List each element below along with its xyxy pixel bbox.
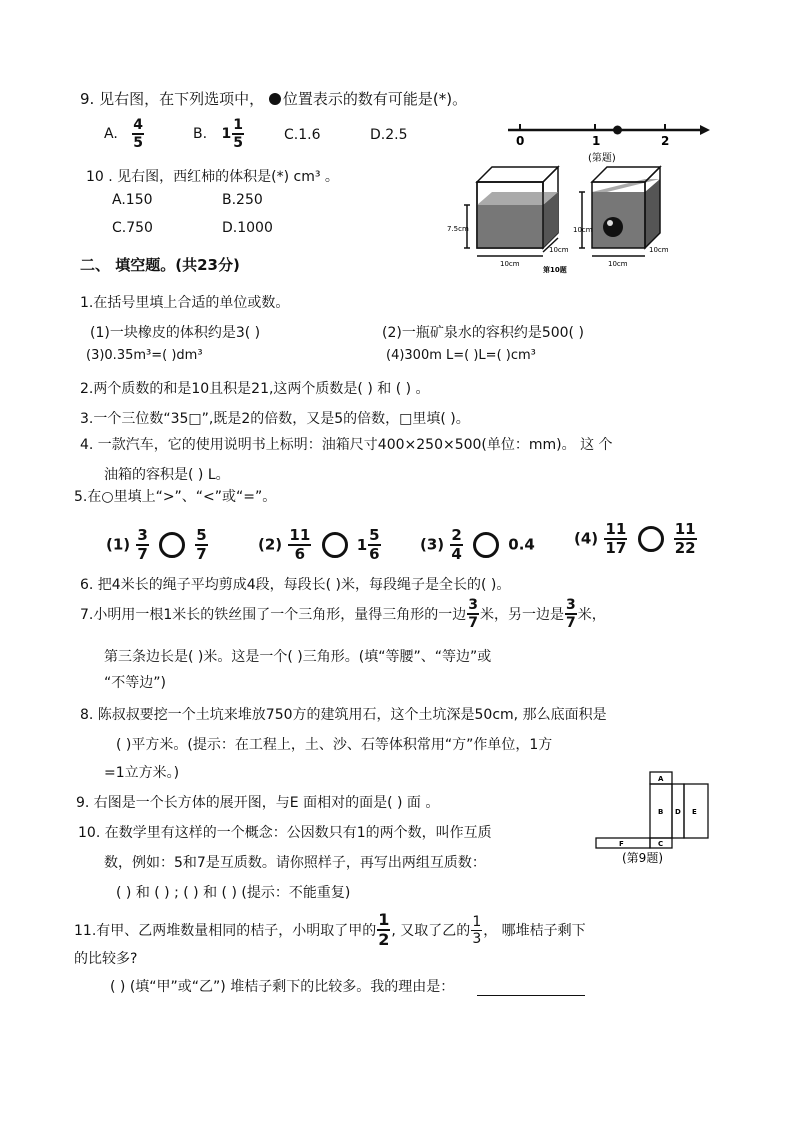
fraction: $\frac{11}{6}$ (289, 526, 311, 563)
svg-text:B: B (658, 808, 664, 816)
compare-circle[interactable] (159, 532, 185, 558)
cube-left (464, 167, 558, 256)
left-height-label: 7.5cm (447, 225, 469, 233)
f11-line2: 的比较多? (74, 951, 138, 967)
f2-question: 2.两个质数的和是10且积是21,这两个质数是( ) 和 ( ) 。 (80, 381, 430, 397)
fraction: $\frac{3}{7}$ (468, 597, 479, 631)
fraction: $\frac{1}{2}$ (378, 910, 390, 949)
cube-right (579, 167, 660, 256)
number-line-caption: (第题) (588, 153, 616, 164)
f8-line1: 8. 陈叔叔要挖一个土坑来堆放750方的建筑用石，这个土坑深是50cm, 那么底面积是 (80, 707, 607, 723)
number-line-point (613, 126, 622, 135)
q9-option-b: B. 1 $\frac{1}{5}$ (193, 117, 244, 151)
f7-line3: “不等边”) (104, 675, 166, 691)
f1-part2: (2)一瓶矿泉水的容积约是500( ) (382, 325, 584, 341)
tick-label-0: 0 (516, 134, 525, 148)
cuboid-net-figure (592, 770, 717, 866)
right-side-label: 10cm (608, 260, 628, 268)
fraction: $\frac{4}{5}$ (133, 117, 143, 151)
fraction: $\frac{3}{7}$ (566, 597, 576, 631)
q10-option-c: C.750 (112, 220, 153, 236)
f5-compare-2: (2) $\frac{11}{6}$ 1 $\frac{5}{6}$ (258, 526, 380, 563)
fraction: $\frac{11}{22}$ (674, 520, 696, 557)
q9-option-c: C.1.6 (284, 127, 321, 143)
f5-compare-3: (3) $\frac{2}{4}$ 0.4 (420, 526, 535, 563)
f5-compare-4: (4) $\frac{11}{17}$ $\frac{11}{22}$ (574, 520, 696, 557)
f6-question: 6. 把4米长的绳子平均剪成4段，每段长( )米，每段绳子是全长的( )。 (80, 577, 511, 593)
fraction: $\frac{5}{7}$ (196, 526, 207, 563)
f4-line2: 油箱的容积是( ) L。 (104, 467, 230, 483)
right-depth-label: 10cm (649, 246, 669, 254)
arrow-right-icon (700, 125, 710, 135)
f1-part3: (3)0.35m³=( )dm³ (86, 348, 203, 363)
cube-figure (445, 160, 685, 275)
cube-caption: 第10题 (543, 266, 567, 274)
svg-text:F: F (619, 840, 624, 848)
q9-option-a: A. $\frac{4}{5}$ (104, 117, 143, 151)
fraction: $\frac{11}{17}$ (605, 520, 627, 557)
compare-circle[interactable] (638, 526, 664, 552)
f1-part4: (4)300m L=( )L=( )cm³ (386, 348, 536, 363)
section-title: 二、 填空题。(共23分) (80, 256, 240, 274)
svg-text:A: A (658, 775, 664, 783)
f9-question: 9. 右图是一个长方体的展开图，与E 面相对的面是( ) 面 。 (76, 795, 440, 811)
f1-part1: (1)一块橡皮的体积约是3( ) (90, 325, 261, 341)
q10-option-b: B.250 (222, 192, 263, 208)
f11-line1: 11.有甲、乙两堆数量相同的桔子，小明取了甲的 $\frac{1}{2}$ , 又取了乙的 $\frac{1}{3}$ ， 哪堆桔子剩下 (74, 910, 586, 949)
tick-label-2: 2 (661, 134, 670, 148)
left-side-label: 10cm (500, 260, 520, 268)
svg-text:C: C (658, 840, 664, 848)
svg-text:E: E (692, 808, 697, 816)
q10-option-d: D.1000 (222, 220, 273, 236)
f1-title: 1.在括号里填上合适的单位或数。 (80, 295, 290, 311)
net-caption: (第9题) (622, 851, 663, 865)
svg-text:D: D (675, 808, 681, 816)
compare-circle[interactable] (473, 532, 499, 558)
f5-title: 5.在○里填上“>”、“<”或“=”。 (74, 489, 277, 505)
q9-question: 9. 见右图，在下列选项中， 位置表示的数有可能是(*)。 (80, 90, 468, 108)
fraction: $\frac{1}{3}$ (472, 913, 482, 947)
f7-line1: 7.小明用一根1米长的铁丝围了一个三角形，量得三角形的一边 $\frac{3}{7}$ 米，另一边是 $\frac{3}{7}$ 米， (80, 597, 606, 631)
f8-line3: =1立方米。) (104, 765, 180, 781)
f3-question: 3.一个三位数“35□”,既是2的倍数，又是5的倍数，□里填( )。 (80, 411, 470, 427)
tick-label-1: 1 (592, 134, 601, 148)
left-depth-label: 10cm (549, 246, 569, 254)
fraction: $\frac{2}{4}$ (451, 526, 462, 563)
f10-line3: ( ) 和 ( ) ; ( ) 和 ( ) (提示：不能重复) (116, 885, 351, 901)
filled-dot-icon (269, 93, 281, 105)
q10-question: 10 . 见右图，西红柿的体积是(*) cm³ 。 (86, 169, 339, 185)
q9-option-d: D.2.5 (370, 127, 408, 143)
mixed-number: 1 $\frac{1}{5}$ (221, 117, 244, 151)
f10-line1: 10. 在数学里有这样的一个概念：公因数只有1的两个数，叫作互质 (78, 825, 492, 841)
f11-line3: ( ) (填“甲”或“乙”) 堆桔子剩下的比较多。我的理由是： (110, 976, 585, 996)
compare-circle[interactable] (322, 532, 348, 558)
f4-line1: 4. 一款汽车，它的使用说明书上标明：油箱尺寸400×250×500(单位：mm)。 这 个 (80, 437, 613, 453)
answer-blank[interactable] (477, 995, 585, 996)
f10-line2: 数，例如：5和7是互质数。请你照样子，再写出两组互质数： (104, 855, 486, 871)
f5-compare-1: (1) $\frac{3}{7}$ $\frac{5}{7}$ (106, 526, 207, 563)
f7-line2: 第三条边长是( )米。这是一个( )三角形。(填“等腰”、“等边”或 (104, 649, 492, 665)
fraction: $\frac{3}{7}$ (137, 526, 148, 563)
f8-line2: ( )平方米。(提示：在工程上，土、沙、石等体积常用“方”作单位，1方 (116, 737, 553, 753)
right-height-label: 10cm (573, 226, 593, 234)
mixed-number: 1 $\frac{5}{6}$ (356, 526, 380, 563)
q10-option-a: A.150 (112, 192, 153, 208)
tomato-icon (603, 217, 623, 237)
